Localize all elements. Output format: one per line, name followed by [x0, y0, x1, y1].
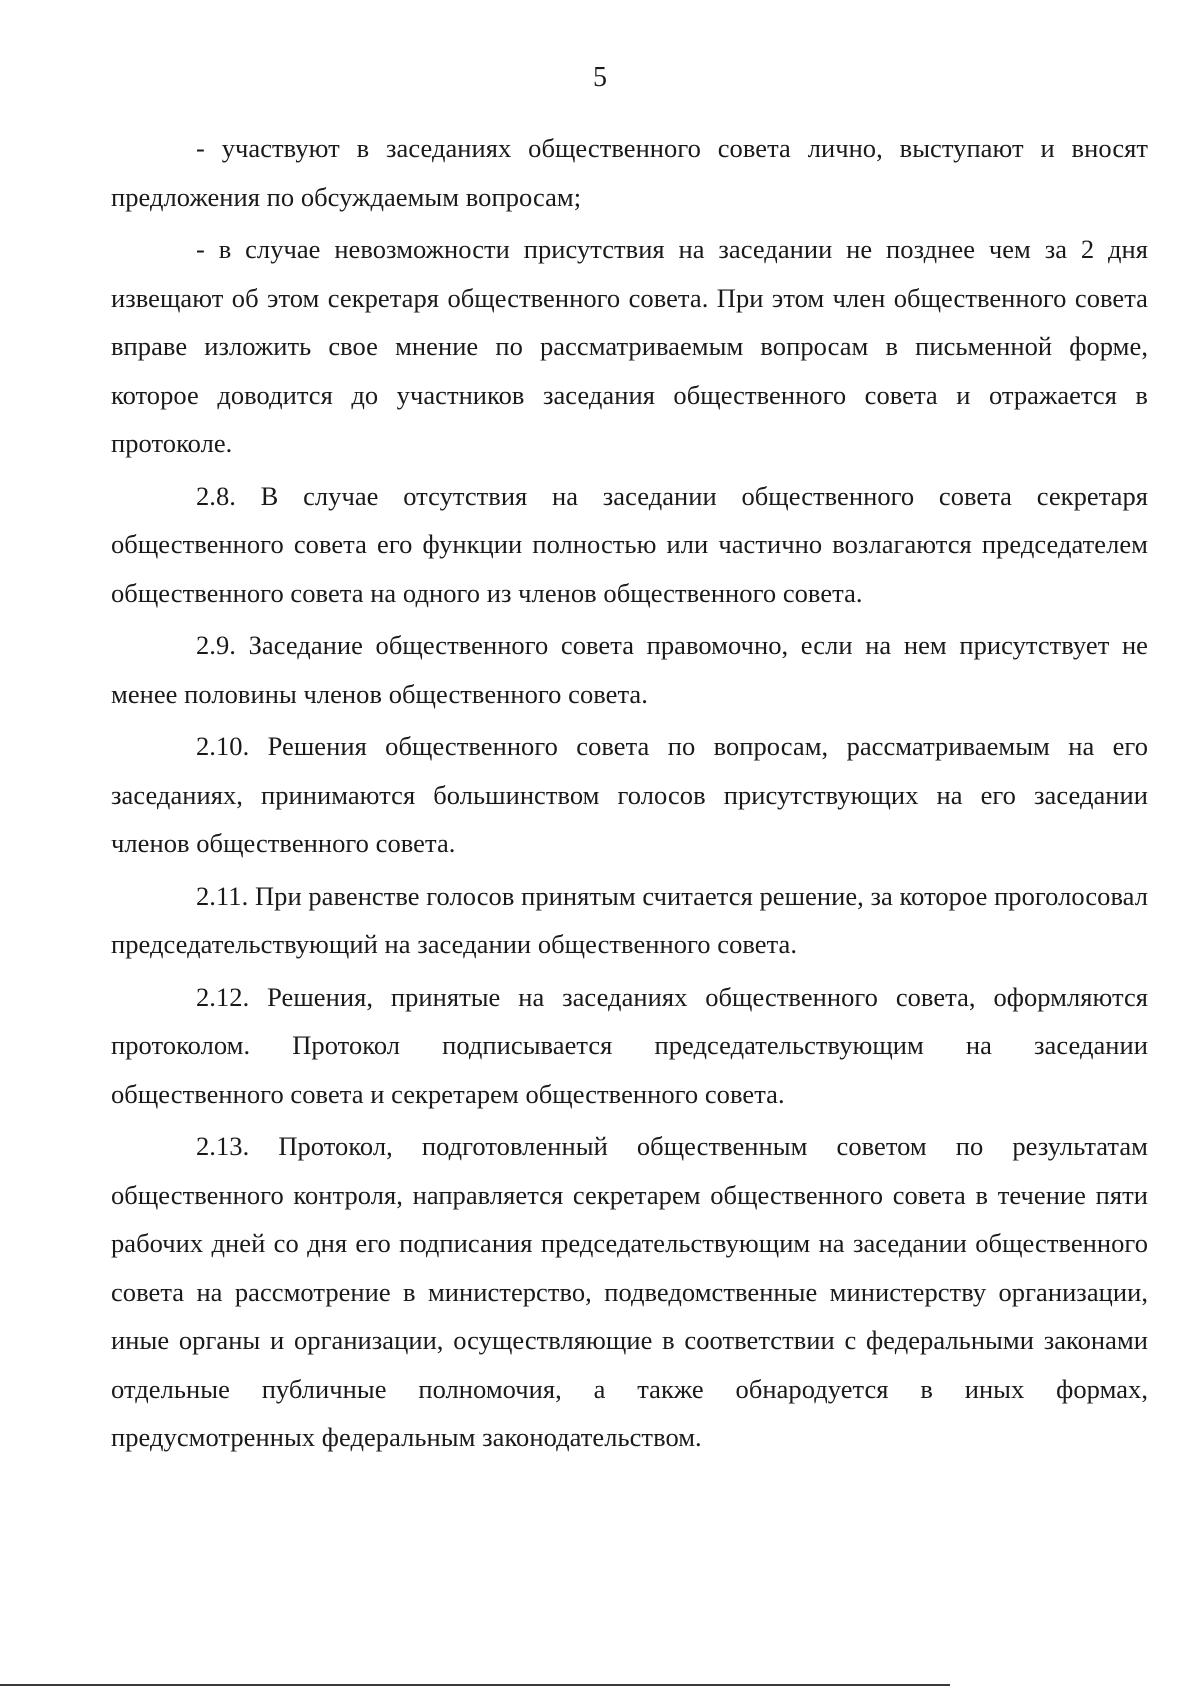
- page-number: 5: [593, 62, 607, 93]
- paragraph-2-10: 2.10. Решения общественного совета по вопросам, рассматриваемым на его заседаниях, принимаются большинством голосов присутствующих на его заседании членов общественного совета.: [111, 731, 1148, 858]
- paragraph-absence-notice: - в случае невозможности присутствия на заседании не позднее чем за 2 дня извещают об этом секретаря общественного совета. При этом член общественного совета вправе изложить свое мнение по рассматриваемым вопросам в письменной форме, которое доводится до участников заседания общественного совета и отражается в протоколе.: [111, 234, 1148, 458]
- paragraph-2-12: 2.12. Решения, принятые на заседаниях общественного совета, оформляются протоколом. Протокол подписывается председательствующим на заседании общественного совета и секретарем общественного совета.: [111, 981, 1148, 1109]
- paragraph-2-8: 2.8. В случае отсутствия на заседании общественного совета секретаря общественного совета его функции полностью или частично возлагаются председателем общественного совета на одного из членов общественного совета.: [111, 480, 1148, 608]
- document-body: [111, 124, 1148, 1466]
- paragraph-2-11: 2.11. При равенстве голосов принятым считается решение, за которое проголосовал председательствующий на заседании общественного совета.: [111, 880, 1148, 959]
- paragraph-participation: - участвуют в заседаниях общественного совета лично, выступают и вносят предложения по обсуждаемым вопросам;: [111, 133, 1148, 212]
- paragraph-2-9: 2.9. Заседание общественного совета правомочно, если на нем присутствует не менее половины членов общественного совета.: [111, 630, 1148, 709]
- scan-bottom-edge-line: [0, 1684, 950, 1686]
- paragraph-2-13: 2.13. Протокол, подготовленный общественным советом по результатам общественного контроля, направляется секретарем общественного совета в течение пяти рабочих дней со дня его подписания председательствующим на заседании общественного совета на рассмотрение в министерство, подведомственные министерству организации, иные органы и организации, осуществляющие в соответствии с федеральными законами отдельные публичные полномочия, а также обнародуется в иных формах, предусмотренных федеральным законодательством.: [111, 1131, 1148, 1452]
